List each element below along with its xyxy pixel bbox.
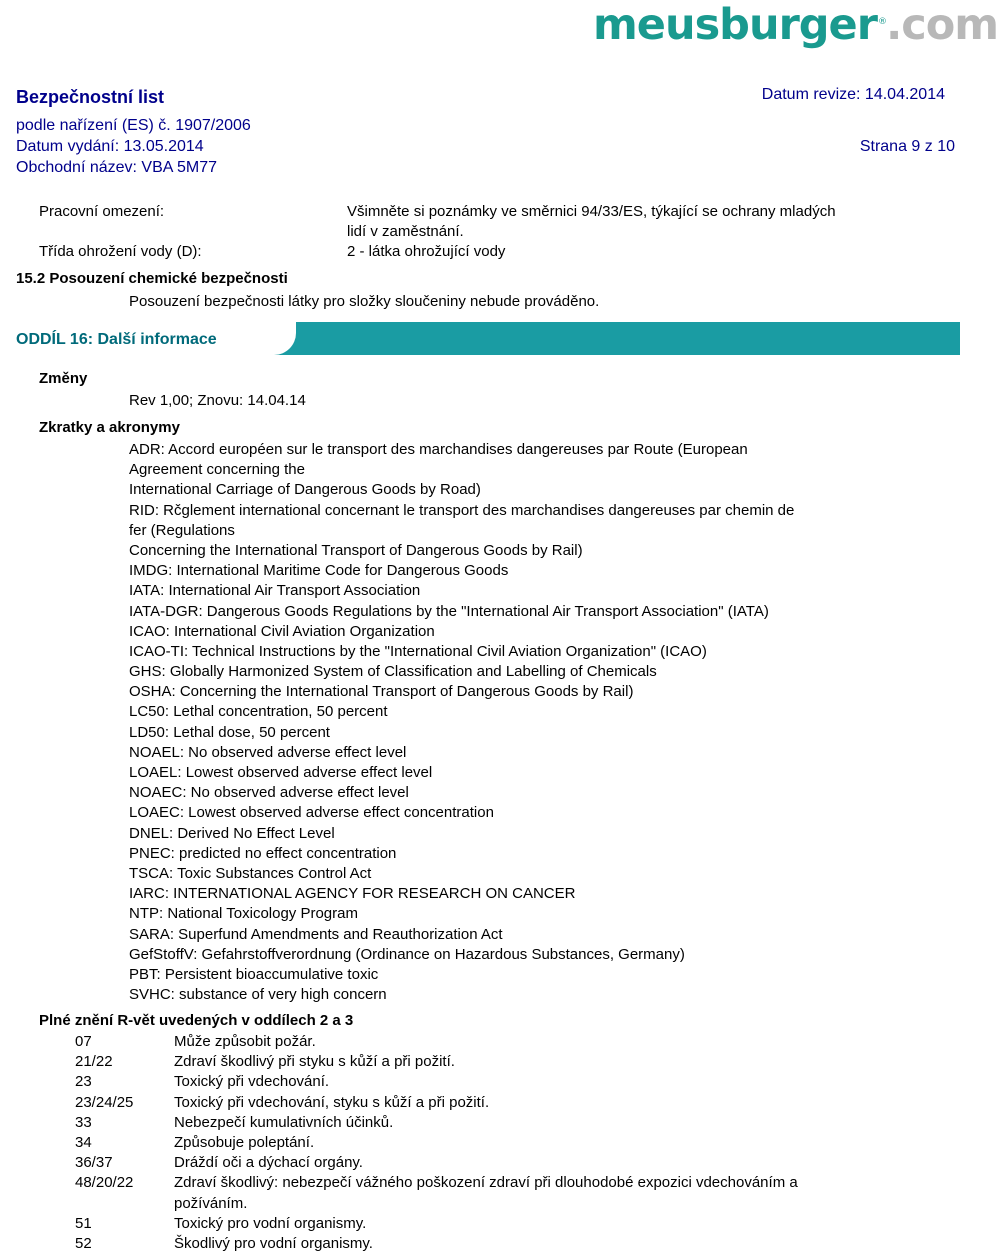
r-phrase-code: 36/37	[75, 1154, 113, 1172]
logo-domain: .com	[885, 0, 998, 50]
r-phrase-text: Zdraví škodlivý: nebezpečí vážného poškození zdraví při dlouhodobé expozici vdechováním a požíváním.	[174, 1174, 798, 1212]
abbreviation-line: LD50: Lethal dose, 50 percent	[129, 723, 330, 741]
abbreviation-line: ICAO: International Civil Aviation Organization	[129, 622, 435, 640]
abbreviation-line: Agreement concerning the	[129, 461, 305, 479]
meusburger-logo	[593, 0, 998, 50]
r-phrase-text: Může způsobit požár.	[174, 1033, 316, 1050]
r-phrase-code: 34	[75, 1134, 92, 1152]
abbreviation-line: LOAEL: Lowest observed adverse effect level	[129, 764, 433, 781]
r-phrase-row	[75, 1173, 854, 1213]
r-phrase-row	[75, 1113, 854, 1133]
chemical-safety-text: Posouzení bezpečnosti látky pro složky sloučeniny nebude prováděno.	[129, 293, 600, 310]
abbreviation-line: ICAO-TI: Technical Instructions by the "International Civil Aviation Organization" (ICAO)	[129, 642, 707, 660]
r-phrase-code: 51	[75, 1214, 92, 1232]
abbreviation-line: GHS: Globally Harmonized System of Classification and Labelling of Chemicals	[129, 663, 657, 681]
abbreviation-line: NTP: National Toxicology Program	[129, 905, 358, 923]
abbreviation-line: PBT: Persistent bioaccumulative toxic	[129, 965, 379, 983]
regulation-line: podle nařízení (ES) č. 1907/2006	[16, 117, 251, 134]
water-hazard-value: 2 - látka ohrožující vody	[347, 243, 506, 260]
abbreviation-line: PNEC: predicted no effect concentration	[129, 844, 397, 862]
r-phrase-code: 21/22	[75, 1053, 113, 1071]
r-phrase-code: 48/20/22	[75, 1174, 134, 1192]
logo-registered-mark: ®	[877, 16, 886, 27]
r-phrase-text: Dráždí oči a dýchací orgány.	[174, 1154, 363, 1172]
abbreviation-line: TSCA: Toxic Substances Control Act	[129, 864, 372, 882]
logo-text: meusburger	[593, 0, 877, 50]
abbreviation-line: IATA-DGR: Dangerous Goods Regulations by the "International Air Transport Association" (IATA)	[129, 602, 769, 620]
revision-date: Datum revize: 14.04.2014	[761, 86, 945, 103]
abbreviation-line: NOAEC: No observed adverse effect level	[129, 784, 409, 802]
abbreviation-line: fer (Regulations	[129, 521, 235, 539]
abbreviation-line: OSHA: Concerning the International Transport of Dangerous Goods by Rail)	[129, 683, 634, 701]
r-phrase-row	[75, 1072, 854, 1092]
abbreviation-line: Concerning the International Transport of Dangerous Goods by Rail)	[129, 541, 583, 559]
abbreviation-line: DNEL: Derived No Effect Level	[129, 824, 335, 842]
r-phrase-row	[75, 1214, 854, 1234]
r-phrase-code: 07	[75, 1033, 92, 1050]
document-title: Bezpečnostní list	[16, 87, 165, 107]
abbreviation-line: RID: Rčglement international concernant le transport des marchandises dangereuses par chemin de	[129, 501, 795, 519]
r-phrases-table	[75, 1032, 854, 1254]
page-number: Strana 9 z 10	[859, 138, 955, 155]
abbreviation-line: ADR: Accord européen sur le transport des marchandises dangereuses par Route (European	[129, 441, 748, 458]
changes-text: Rev 1,00; Znovu: 14.04.14	[129, 392, 306, 409]
r-phrase-code: 23/24/25	[75, 1093, 134, 1111]
abbreviation-line: SARA: Superfund Amendments and Reauthorization Act	[129, 925, 503, 943]
r-phrase-row	[75, 1052, 854, 1072]
r-phrase-row	[75, 1032, 854, 1052]
work-restrictions-label: Pracovní omezení:	[39, 203, 165, 220]
abbreviation-line: IARC: INTERNATIONAL AGENCY FOR RESEARCH ON CANCER	[129, 885, 576, 903]
r-phrase-text: Toxický pro vodní organismy.	[174, 1214, 367, 1232]
abbreviation-line: GefStoffV: Gefahrstoffverordnung (Ordinance on Hazardous Substances, Germany)	[129, 945, 685, 963]
abbreviation-line: NOAEL: No observed adverse effect level	[129, 743, 407, 761]
chemical-safety-heading: 15.2 Posouzení chemické bezpečnosti	[16, 270, 288, 287]
changes-heading: Změny	[39, 370, 88, 387]
r-phrase-row	[75, 1234, 854, 1254]
abbreviation-line: IATA: International Air Transport Association	[129, 582, 421, 600]
abbreviation-line: International Carriage of Dangerous Goods by Road)	[129, 481, 481, 499]
abbreviation-line: IMDG: International Maritime Code for Dangerous Goods	[129, 562, 509, 580]
r-phrase-row	[75, 1093, 854, 1113]
abbreviations-list	[129, 440, 849, 1005]
r-phrase-row	[75, 1153, 854, 1173]
r-phrases-heading: Plné znění R-vět uvedených v oddílech 2 a 3	[39, 1012, 354, 1029]
abbreviation-line: LOAEC: Lowest observed adverse effect concentration	[129, 804, 494, 822]
r-phrase-text: Způsobuje poleptání.	[174, 1134, 315, 1152]
r-phrase-code: 23	[75, 1073, 92, 1091]
abbreviations-heading: Zkratky a akronymy	[39, 419, 180, 436]
r-phrase-text: Zdraví škodlivý při styku s kůží a při požití.	[174, 1053, 455, 1071]
r-phrase-code: 52	[75, 1235, 92, 1253]
issue-date: Datum vydání: 13.05.2014	[16, 138, 204, 155]
abbreviation-line: LC50: Lethal concentration, 50 percent	[129, 703, 388, 721]
abbreviation-line: SVHC: substance of very high concern	[129, 986, 387, 1004]
section-16-title: ODDÍL 16: Další informace	[16, 331, 217, 348]
work-restrictions-value-line2: lidí v zaměstnání.	[347, 223, 464, 240]
r-phrase-text: Toxický při vdechování.	[174, 1073, 330, 1091]
trade-name: Obchodní název: VBA 5M77	[16, 159, 218, 176]
r-phrase-text: Toxický při vdechování, styku s kůží a při požití.	[174, 1093, 490, 1111]
r-phrase-row	[75, 1133, 854, 1153]
r-phrase-text: Škodlivý pro vodní organismy.	[174, 1235, 373, 1253]
work-restrictions-value-line1: Všimněte si poznámky ve směrnici 94/33/ES, týkající se ochrany mladých	[347, 203, 836, 220]
r-phrase-text: Nebezpečí kumulativních účinků.	[174, 1113, 394, 1131]
water-hazard-label: Třída ohrožení vody (D):	[39, 243, 202, 260]
r-phrase-code: 33	[75, 1113, 92, 1131]
